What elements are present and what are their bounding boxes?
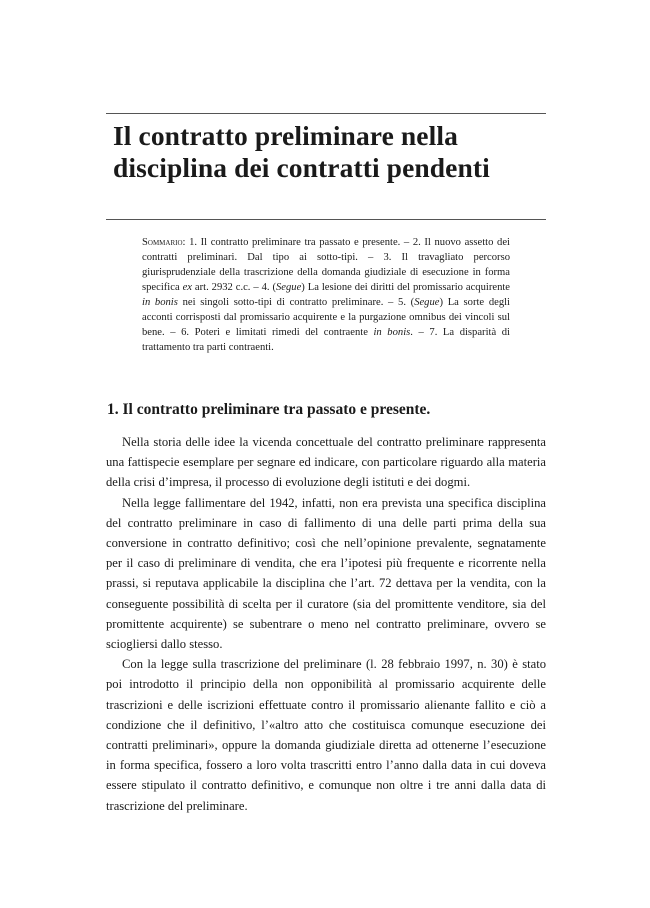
summary-text-3: ) La lesione dei diritti del promissario acquirente — [301, 282, 511, 293]
summary-text-4: nei singoli sotto-tipi di contratto preliminare. – 5. ( — [177, 297, 415, 308]
summary-italic-segue-2: Segue — [414, 297, 440, 308]
paragraph: Nella storia delle idee la vicenda concettuale del contratto preliminare rappresenta una fattispecie esemplare per segnare ed indicare, con particolare riguardo alla materia della crisi d’impresa, il processo di evoluzione degli istituti e dei dogmi. — [106, 435, 546, 490]
body-text — [106, 432, 546, 816]
summary-label: Sommario — [142, 237, 183, 248]
summary-italic-segue-1: Segue — [276, 282, 302, 293]
summary-text-5: ) La sorte degli acconti corrisposti dal promissario acquirente e la purgazione omnibus dei vincoli sul bene. – 6. Poteri e limitati rimedi del contraente — [142, 297, 510, 338]
section-heading: 1. Il contratto preliminare tra passato e presente. — [107, 401, 431, 418]
summary-italic-in-bonis-1: in bonis — [142, 297, 178, 308]
summary-text-2: art. 2932 c.c. – 4. ( — [191, 282, 276, 293]
paragraph: Nella legge fallimentare del 1942, infatti, non era prevista una specifica disciplina del contratto preliminare in caso di fallimento di una delle parti prima della sua conversione in contratto definitivo; così che nell’opinione prevalente, segnatamente per il caso di preliminare di vendita, che era l’ipotesi più frequente e ricorrente nella prassi, si reputava applicabile la disciplina che l’art. 72 dettava per la vendita, con la conseguente possibilità di scelta per il curatore (sia del promittente venditore, sia del promittente acquirente) se subentrare o meno nel contratto preliminare, ovvero se sciogliersi dallo stesso. — [106, 495, 546, 652]
top-rule — [106, 113, 546, 114]
summary-italic-ex: ex — [182, 282, 192, 293]
summary-italic-in-bonis-2: in bonis — [373, 327, 411, 338]
paragraph: Con la legge sulla trascrizione del preliminare (l. 28 febbraio 1997, n. 30) è stato poi introdotto il principio della non opponibilità al promissario acquirente delle trascrizioni e delle iscrizioni effettuate contro il promissario alienante fallito e ciò a condizione che il definitivo, l’«altro atto che costituisca comunque esecuzione dei contratti preliminari», oppure la domanda giudiziale diretta ad ottenerne l’esecuzione in forma specifica, fossero a loro volta trascritti entro l’anno dalla data in cui doveva essere stipulato il contratto definitivo, e comunque non oltre i tre anni dalla data di trascrizione del preliminare. — [106, 657, 546, 813]
summary-text-6: . – 7. La disparità di trattamento tra parti contraenti. — [142, 327, 510, 353]
summary-block — [142, 235, 510, 355]
summary-text-1: : 1. Il contratto preliminare tra passato e presente. – 2. Il nuovo assetto dei contratti preliminari. Dal tipo ai sotto-tipi. – 3. Il travagliato percorso giurisprudenziale della trascrizione della domanda giudiziale di esecuzione in forma specifica — [142, 237, 510, 293]
chapter-title: Il contratto preliminare nella disciplina dei contratti pendenti — [113, 120, 490, 183]
bottom-rule — [106, 219, 546, 220]
